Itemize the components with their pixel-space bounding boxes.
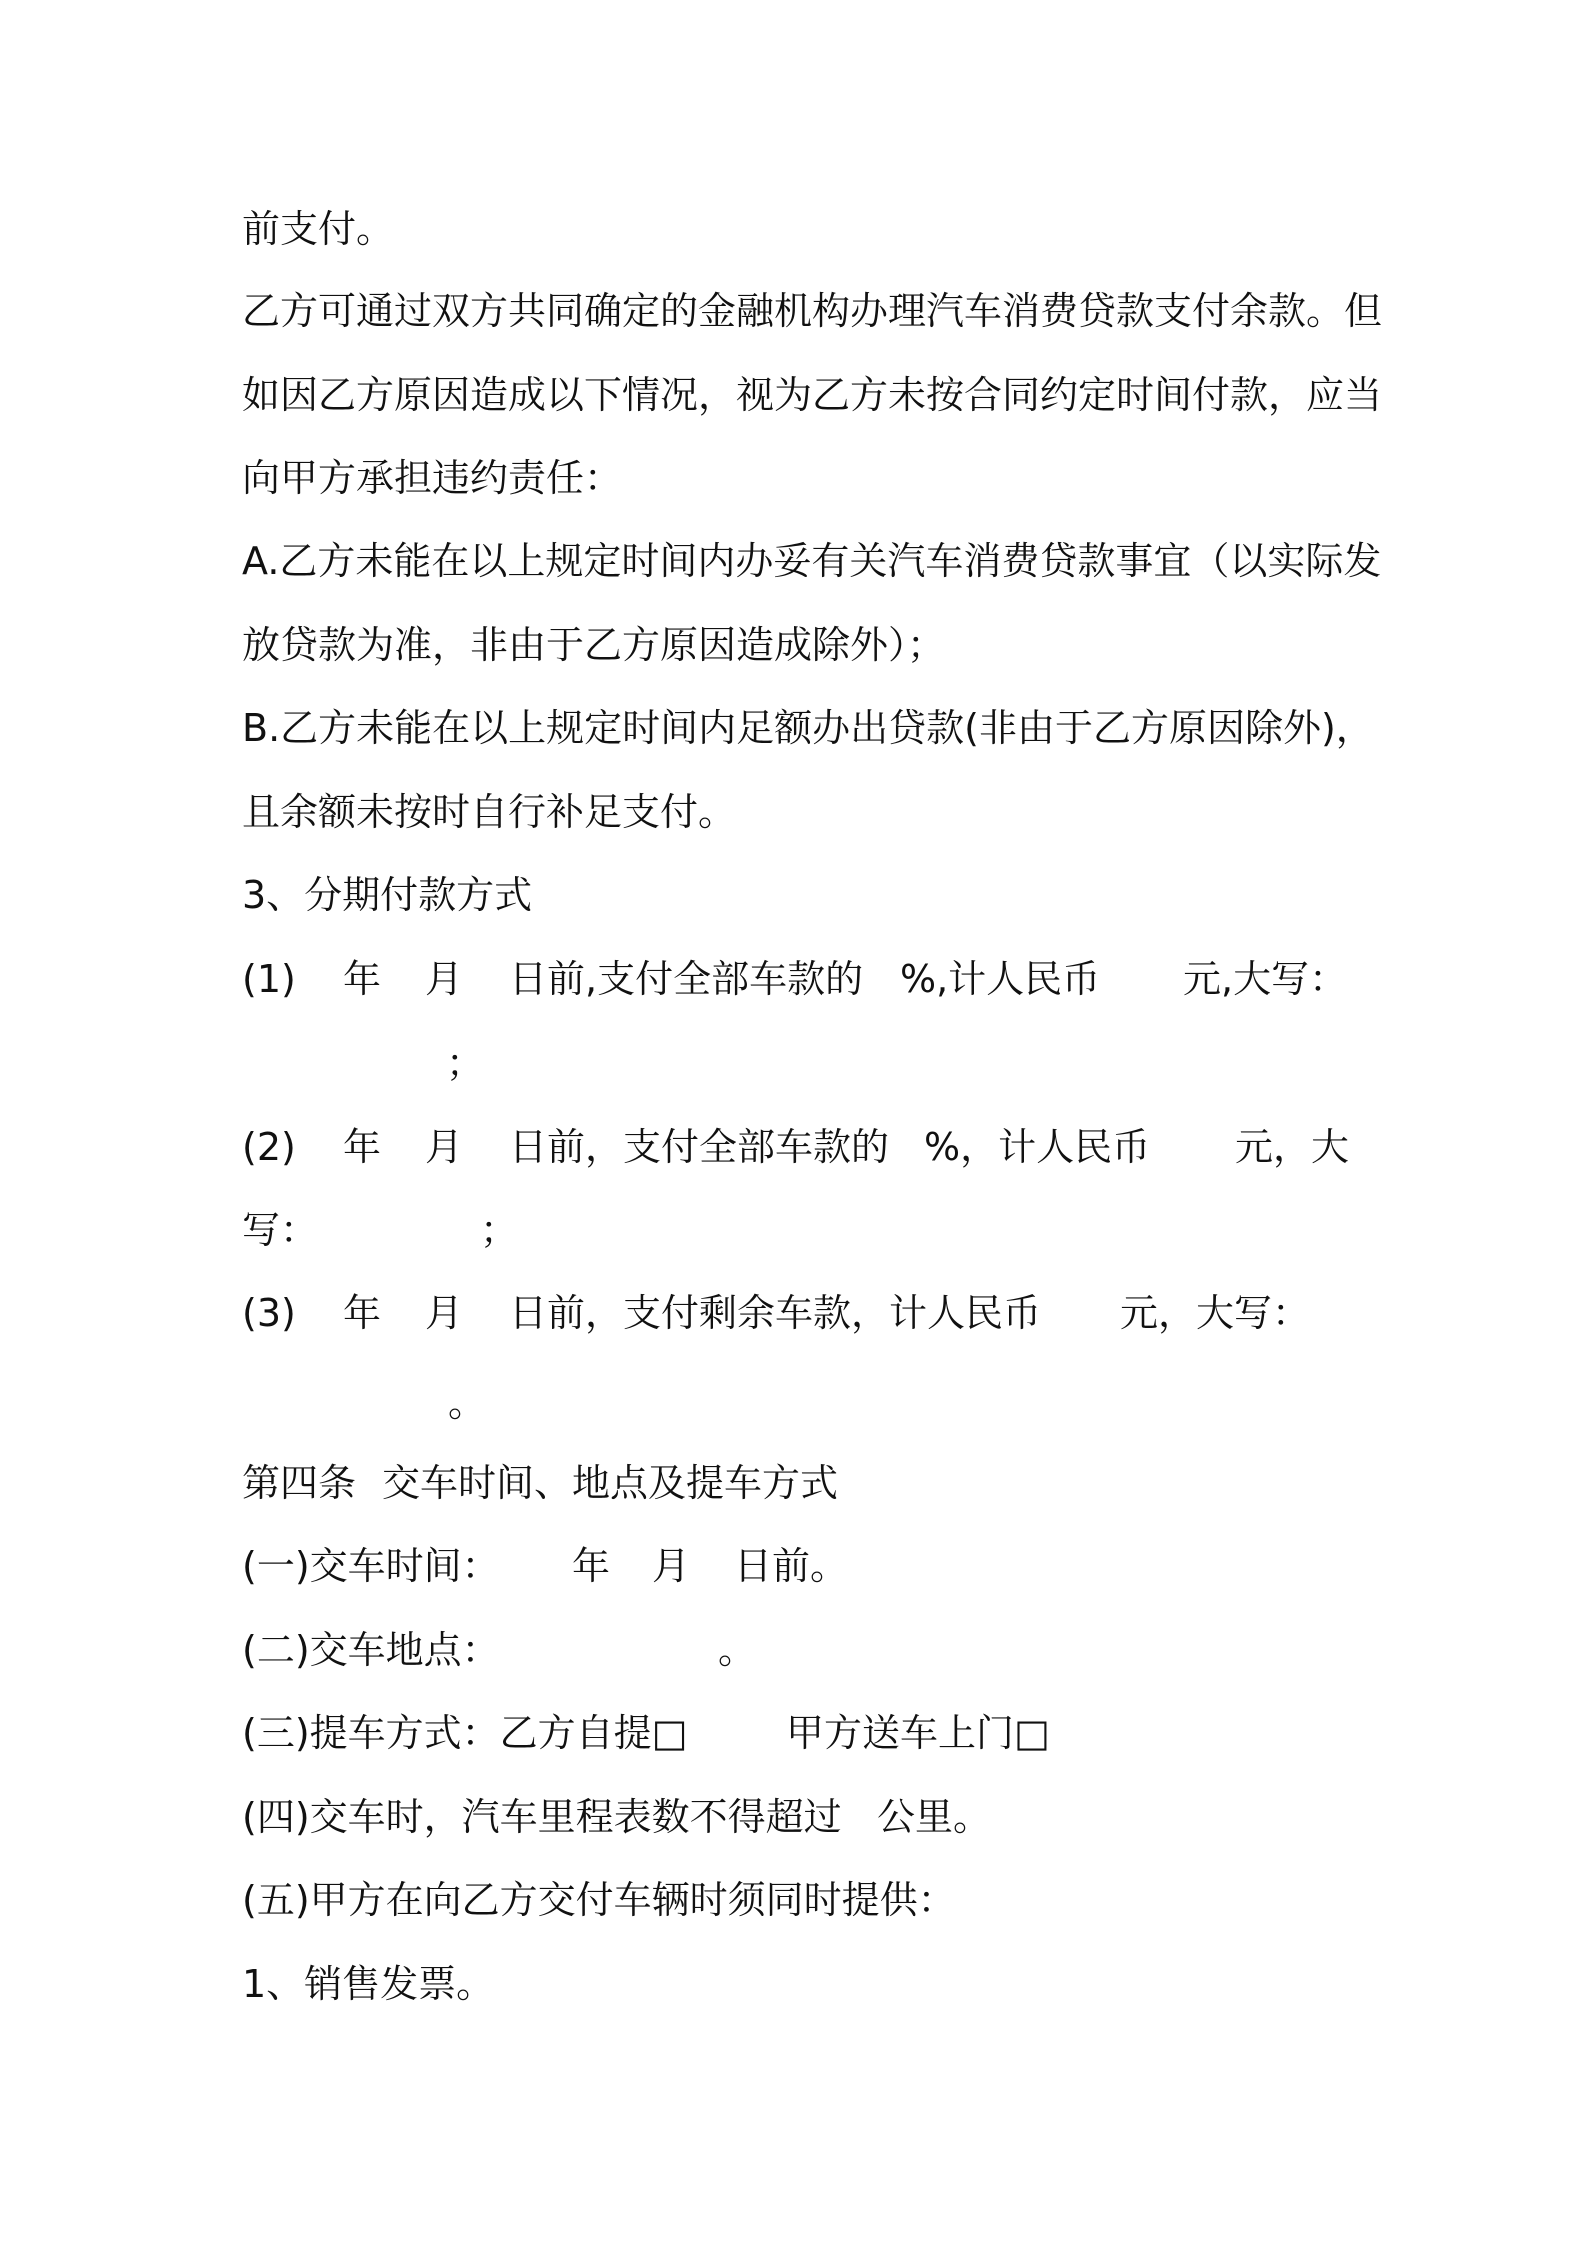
odometer-unit: 公里。	[877, 1795, 992, 1839]
item-number: (2)	[242, 1125, 296, 1169]
item-text: 日前，支付剩余车款，计人民币	[509, 1291, 1042, 1335]
clause-a-line: A.乙方未能在以上规定时间内办妥有关汽车消费贷款事宜（以实际发	[242, 539, 1382, 583]
clause-b-line: 且余额未按时自行补足支付。	[242, 790, 737, 834]
yuan-text: 元，大	[1235, 1125, 1350, 1169]
clause-a-line: 放贷款为准，非由于乙方原因造成除外）；	[242, 623, 946, 667]
paragraph-continuation: 前支付。	[242, 207, 395, 251]
pickup-method-label: (三)提车方式：乙方自提□	[242, 1711, 688, 1755]
month-label: 月	[425, 1291, 464, 1335]
article-number: 第四条	[242, 1461, 357, 1505]
line-end-punct: 。	[448, 1381, 487, 1425]
delivery-time-label: (一)交车时间：	[242, 1544, 500, 1588]
article-title: 交车时间、地点及提车方式	[382, 1461, 839, 1505]
item-text: 日前，支付全部车款的	[509, 1125, 890, 1169]
section-heading: 3、分期付款方式	[242, 873, 533, 917]
year-label: 年	[343, 1125, 382, 1169]
line-end-punct: ；	[480, 1208, 519, 1252]
year-label: 年	[572, 1544, 611, 1588]
month-label: 月	[425, 1125, 464, 1169]
year-label: 年	[343, 1291, 382, 1335]
item-text: 日前,支付全部车款的	[509, 957, 864, 1001]
clause-b-line: B.乙方未能在以上规定时间内足额办出贷款(非由于乙方原因除外)，	[242, 706, 1374, 750]
month-label: 月	[652, 1544, 691, 1588]
percent-text: %，计人民币	[924, 1125, 1151, 1169]
yuan-text: 元,大写：	[1183, 957, 1348, 1001]
paragraph-line: 向甲方承担违约责任：	[242, 456, 623, 500]
line-end-punct: ；	[446, 1041, 485, 1085]
delivery-place-label: (二)交车地点：	[242, 1628, 500, 1672]
day-label: 日前。	[734, 1544, 849, 1588]
documents-clause: (五)甲方在向乙方交付车辆时须同时提供：	[242, 1878, 956, 1922]
delivery-option: 甲方送车上门□	[786, 1711, 1050, 1755]
item-number: (3)	[242, 1291, 296, 1335]
month-label: 月	[425, 957, 464, 1001]
list-item: 1、销售发票。	[242, 1962, 495, 2006]
item-continuation: 写：	[242, 1208, 319, 1252]
line-end-punct: 。	[718, 1628, 757, 1672]
item-number: (1)	[242, 957, 296, 1001]
percent-text: %,计人民币	[900, 957, 1101, 1001]
yuan-text: 元，大写：	[1120, 1291, 1311, 1335]
paragraph-line: 如因乙方原因造成以下情况，视为乙方未按合同约定时间付款，应当	[242, 373, 1383, 417]
year-label: 年	[343, 957, 382, 1001]
odometer-text: (四)交车时，汽车里程表数不得超过	[242, 1795, 842, 1839]
paragraph-line: 乙方可通过双方共同确定的金融机构办理汽车消费贷款支付余款。但	[242, 289, 1383, 333]
